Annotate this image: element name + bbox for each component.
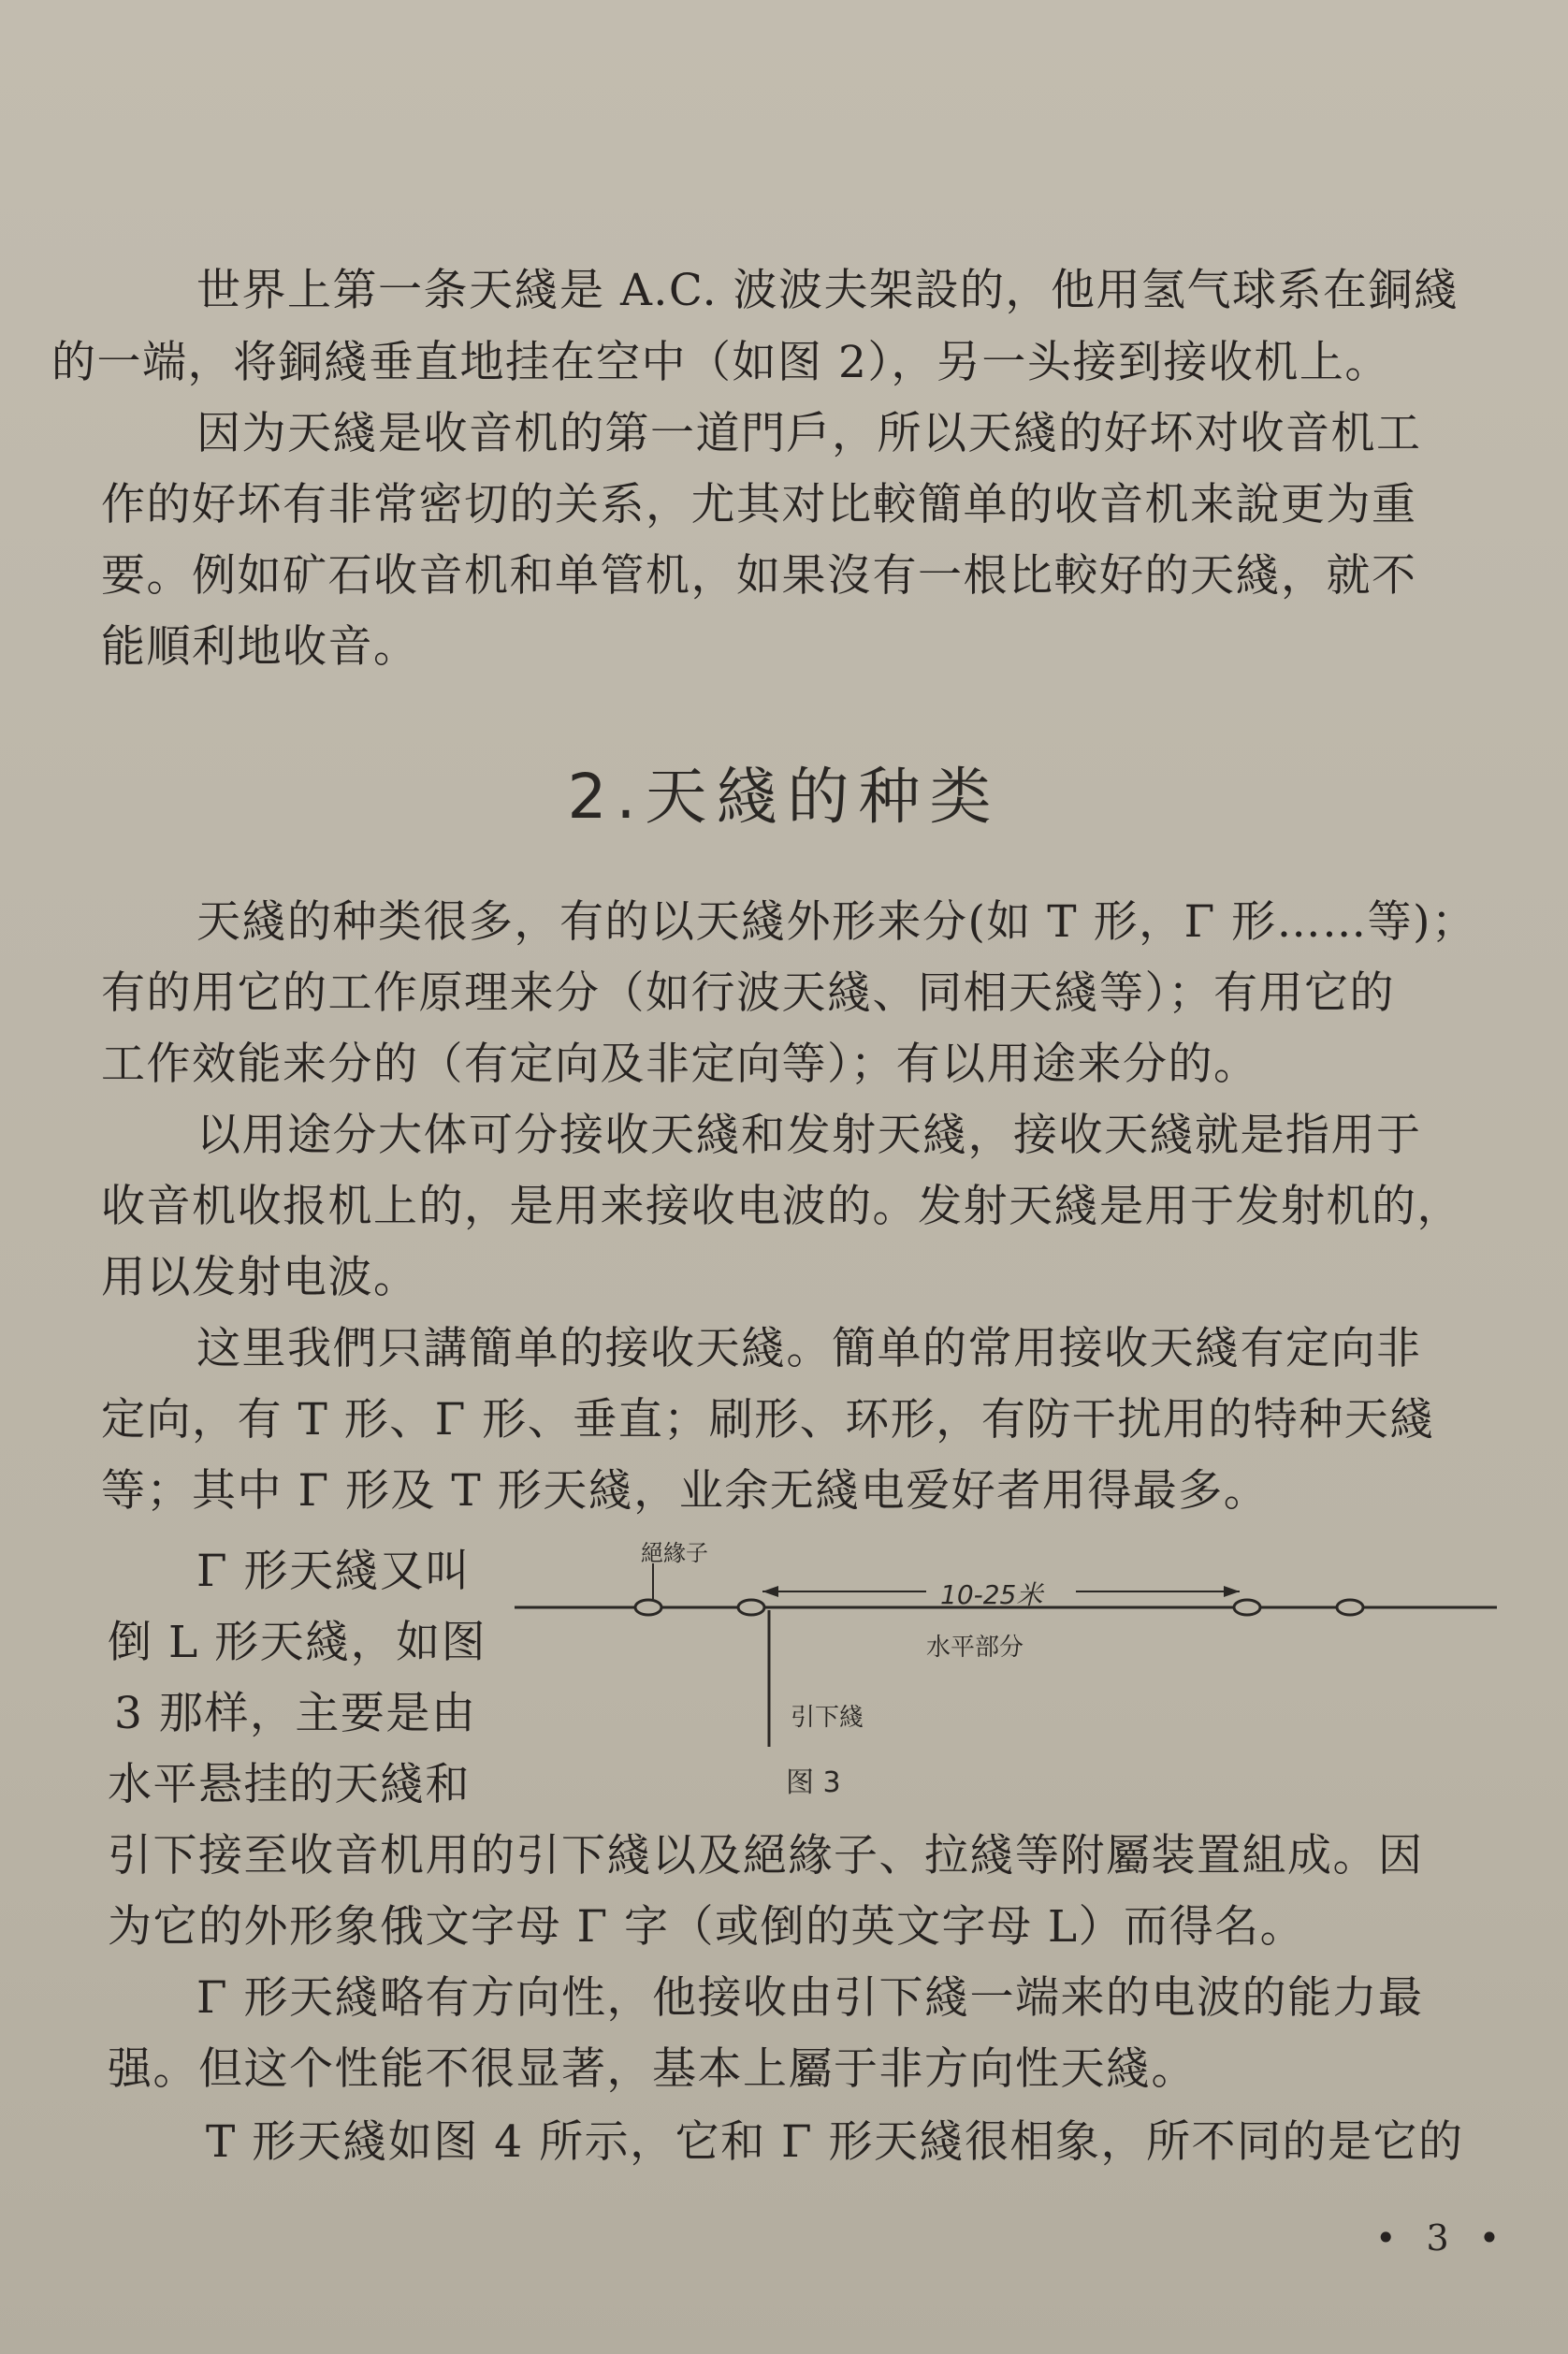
length-label: 10-25米 [940,1579,1043,1610]
right-insulator [1234,1600,1260,1615]
text-line: 有的用它的工作原理来分（如行波天綫、同相天綫等）；有用它的 [101,967,1395,1019]
text-line: 定向，有 T 形、Γ 形、垂直；刷形、环形，有防干扰用的特种天綫 [101,1394,1435,1446]
figure-caption: 图 3 [786,1766,841,1799]
text-line: Γ 形天綫略有方向性，他接收由引下綫一端来的电波的能力最 [196,1972,1424,2024]
left-insulator-2 [738,1600,764,1615]
text-line: 为它的外形象俄文字母 Γ 字（或倒的英文字母 L）而得名。 [108,1901,1306,1953]
section-heading: 2.天綫的种类 [567,761,1001,833]
text-line: 的一端，将銅綫垂直地挂在空中（如图 2），另一头接到接收机上。 [51,337,1390,388]
left-insulator [635,1600,661,1615]
dimension-arrow-right [1224,1586,1240,1597]
text-line: T 形天綫如图 4 所示，它和 Γ 形天綫很相象，所不同的是它的 [206,2116,1464,2168]
dimension-arrow-left [762,1586,778,1597]
text-line: 能順利地收音。 [101,621,419,673]
text-line: 等；其中 Γ 形及 T 形天綫，业余无綫电爱好者用得最多。 [101,1465,1270,1517]
text-line: 3 那样，主要是由 [114,1688,477,1739]
right-insulator-2 [1337,1600,1363,1615]
text-line: 以用途分大体可分接收天綫和发射天綫，接收天綫就是指用于 [196,1110,1422,1161]
antenna-figure [515,1530,1516,1810]
text-line: 工作效能来分的（有定向及非定向等）；有以用途来分的。 [101,1039,1259,1090]
text-line: 水平悬挂的天綫和 [108,1759,471,1810]
page-number: • 3 • [1375,2217,1510,2259]
text-line: 收音机收报机上的，是用来接收电波的。发射天綫是用于发射机的， [101,1181,1462,1232]
text-line: 用以发射电波。 [101,1252,419,1303]
horizontal-part-label: 水平部分 [926,1634,1024,1662]
text-line: 天綫的种类很多，有的以天綫外形来分(如 T 形，Γ 形……等)； [196,896,1477,948]
antenna-diagram [515,1530,1516,1810]
text-line: 世界上第一条天綫是 A.C. 波波夫架設的，他用氢气球系在銅綫 [196,265,1459,316]
text-line: 强。但这个性能不很显著，基本上屬于非方向性天綫。 [108,2043,1197,2095]
insulator-label: 絕緣子 [641,1540,708,1566]
text-line: 倒 L 形天綫，如图 [108,1617,487,1668]
text-line: 因为天綫是收音机的第一道門戶，所以天綫的好坏对收音机工 [196,408,1422,459]
text-line: 引下接至收音机用的引下綫以及絕緣子、拉綫等附屬装置組成。因 [108,1830,1424,1882]
downlead-label: 引下綫 [791,1704,864,1732]
text-line: 这里我們只講簡单的接收天綫。簡单的常用接收天綫有定向非 [196,1323,1422,1374]
text-line: 作的好坏有非常密切的关系，尤其对比較簡单的收音机来說更为重 [101,479,1417,530]
text-line: Γ 形天綫又叫 [196,1546,472,1597]
text-line: 要。例如矿石收音机和单管机，如果沒有一根比較好的天綫，就不 [101,550,1417,602]
